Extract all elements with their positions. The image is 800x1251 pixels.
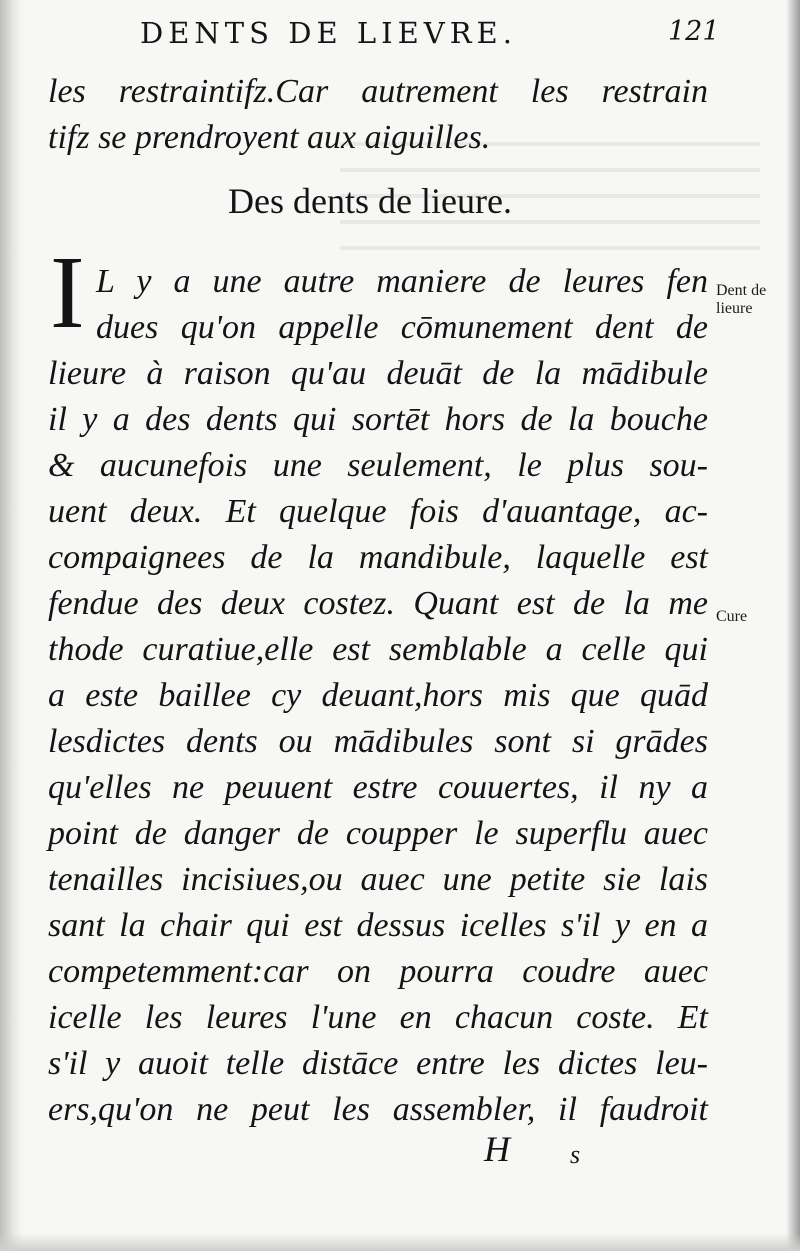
body-line: il y a des dents qui sortēt hors de la bouche [48,401,708,438]
body-line: ers,qu'on ne peut les assembler, il faudroit [48,1091,708,1128]
body-line: L y a une autre maniere de leures fen [96,263,708,300]
drop-cap: I [50,235,85,350]
signature-number: s [570,1140,581,1169]
body-line: fendue des deux costez. Quant est de la me [48,585,708,622]
body-line: s'il y auoit telle distāce entre les dictes leu- [48,1045,708,1082]
margin-note-dent-de-lieure [716,282,766,318]
scan-bottom-edge [0,1233,800,1251]
body-line: uent deux. Et quelque fois d'auantage, ac- [48,493,708,530]
scan-right-edge [786,0,800,1251]
margin-note-line: lieure [716,300,753,317]
page-number: 121 [668,16,720,47]
carryover-line: les restraintifz.Car autrement les restrain [48,73,708,110]
body-line: & aucunefois une seulement, le plus sou- [48,447,708,484]
body-line: qu'elles ne peuuent estre couuertes, il ny a [48,769,708,806]
body-line: competemment:car on pourra coudre auec [48,953,708,990]
body-line: point de danger de coupper le superflu auec [48,815,708,852]
running-title: DENTS DE LIEVRE. [140,16,517,50]
section-heading: Des dents de lieure. [228,181,512,221]
body-line: compaignees de la mandibule, laquelle est [48,539,708,576]
body-line: lieure à raison qu'au deuāt de la mādibule [48,355,708,392]
body-line: dues qu'on appelle cōmunement dent de [96,309,708,346]
carryover-line: tifz se prendroyent aux aiguilles. [48,119,491,156]
body-line: sant la chair qui est dessus icelles s'il y en a [48,907,708,944]
margin-note-cure: Cure [716,608,748,625]
body-line: thode curatiue,elle est semblable a celle qui [48,631,708,668]
body-line: tenailles incisiues,ou auec une petite sie lais [48,861,708,898]
body-line: lesdictes dents ou mādibules sont si grādes [48,723,708,760]
signature-mark: H [484,1129,510,1169]
body-line: a este baillee cy deuant,hors mis que quād [48,677,708,714]
margin-note-line: Dent de [716,282,767,299]
body-line: icelle les leures l'une en chacun coste. Et [48,999,708,1036]
